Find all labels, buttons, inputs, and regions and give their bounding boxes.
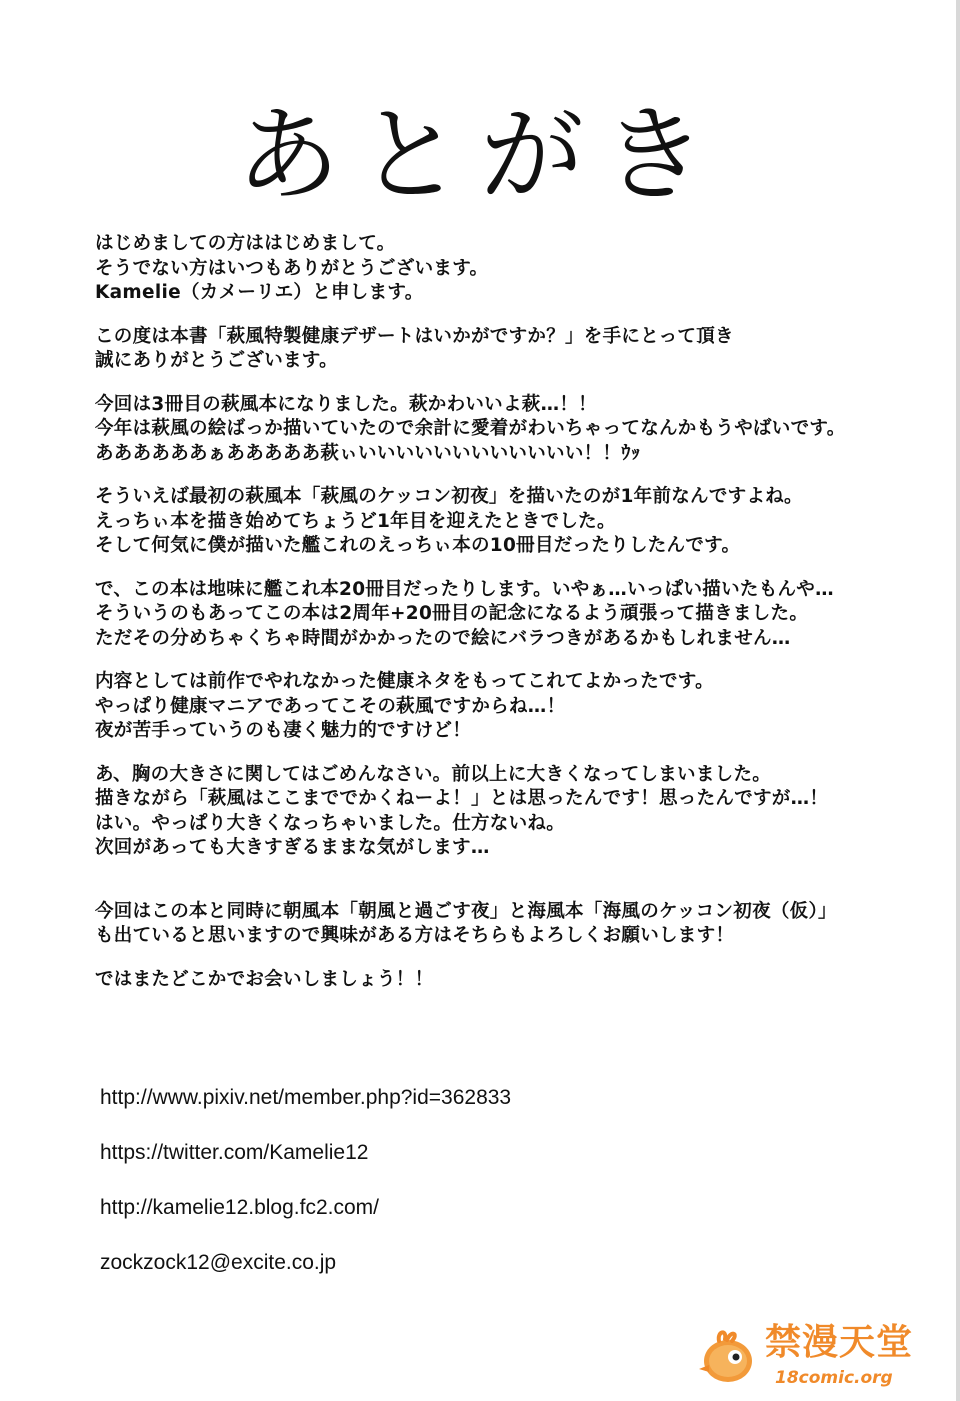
text-line: 夜が苦手っていうのも凄く魅力的ですけど！ — [95, 720, 472, 741]
watermark-url: 18comic.org — [775, 1368, 893, 1388]
text-line: 次回があっても大きすぎるままな気がします… — [95, 837, 490, 858]
paragraph — [95, 578, 940, 652]
paragraph — [95, 325, 940, 374]
pixiv-link[interactable]: http://www.pixiv.net/member.php?id=362833 — [100, 1086, 512, 1109]
contact-links — [100, 1085, 800, 1305]
text-line: 誠にありがとうございます。 — [95, 350, 338, 371]
text-line: はじめましての方ははじめまして。 — [95, 233, 396, 254]
text-line: 内容としては前作でやれなかった健康ネタをもってこれてよかったです。 — [95, 671, 714, 692]
text-line: やっぱり健康マニアであってこその萩風ですからね…！ — [95, 695, 566, 717]
text-line: そして何気に僕が描いた艦これのえっちぃ本の10冊目だったりしたんです。 — [95, 535, 741, 556]
text-line: ではまたどこかでお会いしましょう！！ — [95, 968, 434, 990]
paragraph — [95, 670, 940, 744]
text-line: そういえば最初の萩風本「萩風のケッコン初夜」を描いたのが1年前なんですよね。 — [95, 486, 803, 507]
text-line: Kamelie（カメーリエ）と申します。 — [95, 282, 424, 303]
text-line: えっちぃ本を描き始めてちょうど1年目を迎えたときでした。 — [95, 510, 616, 532]
text-line: そういうのもあってこの本は2周年+20冊目の記念になるよう頑張って描きました。 — [95, 603, 809, 624]
paragraph — [95, 900, 940, 949]
text-line: ただその分めちゃくちゃ時間がかかったので絵にバラつきがあるかもしれません… — [95, 627, 791, 649]
orange-bird-logo-icon — [697, 1325, 759, 1387]
text-line: ああああああぁあああああ萩ぃいいいいいいいいいいいい！！ｳｯ — [95, 442, 641, 464]
text-line: はい。やっぱり大きくなっちゃいました。仕方ないね。 — [95, 812, 566, 834]
email-address[interactable]: zockzock12@excite.co.jp — [100, 1251, 337, 1274]
text-line: も出ていると思いますので興味がある方はそちらもよろしくお願いします！ — [95, 925, 735, 946]
paragraph — [95, 485, 940, 559]
site-watermark — [697, 1319, 922, 1397]
afterword-body — [95, 232, 940, 1011]
page-title: あとがき — [235, 94, 724, 216]
watermark-title: 禁漫天堂 — [765, 1322, 914, 1363]
text-line: この度は本書「萩風特製健康デザートはいかがですか？」を手にとって頂き — [95, 325, 734, 347]
twitter-link[interactable]: https://twitter.com/Kamelie12 — [100, 1141, 369, 1164]
blog-link[interactable]: http://kamelie12.blog.fc2.com/ — [100, 1196, 379, 1219]
paragraph — [95, 968, 940, 993]
text-line: 今年は萩風の絵ばっか描いていたので余計に愛着がわいちゃってなんかもうやばいです。 — [95, 418, 846, 439]
text-line: 今回はこの本と同時に朝風本「朝風と過ごす夜」と海風本「海風のケッコン初夜（仮）」 — [95, 900, 837, 922]
paragraph-spacer — [95, 880, 940, 900]
text-line: で、この本は地味に艦これ本20冊目だったりします。いやぁ…いっぱい描いたもんや… — [95, 578, 834, 600]
paragraph — [95, 232, 940, 306]
paragraph — [95, 393, 940, 467]
text-line: 今回は3冊目の萩風本になりました。萩かわいいよ萩…！！ — [95, 393, 597, 415]
text-line: あ、胸の大きさに関してはごめんなさい。前以上に大きくなってしまいました。 — [95, 763, 772, 785]
page-edge-shadow — [956, 0, 960, 1401]
paragraph — [95, 763, 940, 861]
text-line: そうでない方はいつもありがとうございます。 — [95, 257, 489, 279]
text-line: 描きながら「萩風はここまででかくねーよ！」とは思ったんです！思ったんですが…！ — [95, 788, 829, 809]
